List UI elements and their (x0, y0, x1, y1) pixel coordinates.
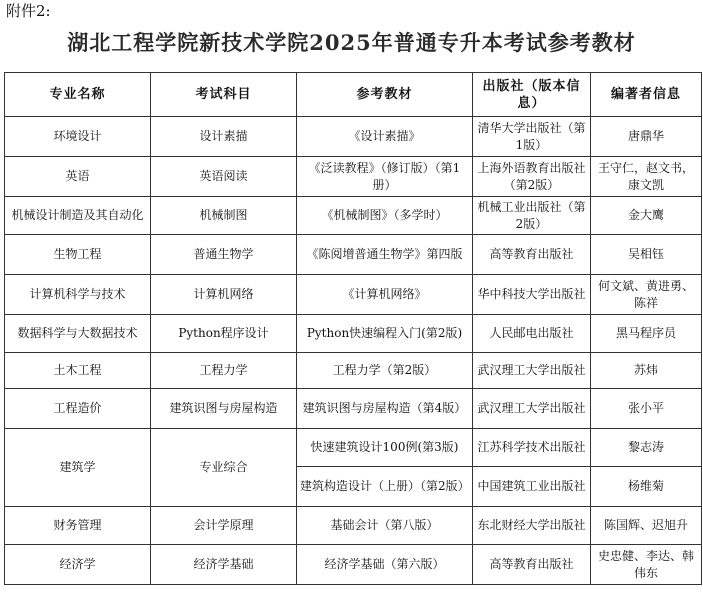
table-row (5, 157, 702, 197)
textbook-table (4, 72, 702, 585)
publisher-cell: 清华大学出版社（第1版） (473, 117, 591, 157)
table-row (5, 315, 702, 353)
publisher-cell: 人民邮电出版社 (473, 315, 591, 353)
publisher-cell: 武汉理工大学出版社 (473, 353, 591, 389)
publisher-cell: 上海外语教育出版社（第2版） (473, 157, 591, 197)
table-row (5, 545, 702, 585)
header-subject: 考试科目 (151, 73, 297, 117)
publisher-cell: 高等教育出版社 (473, 545, 591, 585)
author-cell: 黎志涛 (591, 429, 702, 467)
textbook-cell: 快速建筑设计100例(第3版) (297, 429, 473, 467)
table-row (5, 275, 702, 315)
subject-cell: 经济学基础 (151, 545, 297, 585)
publisher-cell: 东北财经大学出版社 (473, 507, 591, 545)
header-major: 专业名称 (5, 73, 151, 117)
subject-cell: 机械制图 (151, 197, 297, 235)
publisher-cell: 武汉理工大学出版社 (473, 389, 591, 429)
textbook-cell: 《设计素描》 (297, 117, 473, 157)
textbook-cell: 《机械制图》（多学时） (297, 197, 473, 235)
textbook-cell: 基础会计（第八版） (297, 507, 473, 545)
major-cell: 财务管理 (5, 507, 151, 545)
subject-cell: 建筑识图与房屋构造 (151, 389, 297, 429)
author-cell: 杨维菊 (591, 467, 702, 507)
author-cell: 何文斌、黄进勇、陈祥 (591, 275, 702, 315)
header-textbook: 参考教材 (297, 73, 473, 117)
major-cell: 建筑学 (5, 429, 151, 507)
textbook-cell: 建筑构造设计（上册）（第2版） (297, 467, 473, 507)
author-cell: 史忠健、李达、韩伟东 (591, 545, 702, 585)
subject-cell: 普通生物学 (151, 235, 297, 275)
author-cell: 黑马程序员 (591, 315, 702, 353)
author-cell: 王守仁，赵文书，康文凯 (591, 157, 702, 197)
table-row (5, 429, 702, 467)
publisher-cell: 华中科技大学出版社 (473, 275, 591, 315)
textbook-cell: 工程力学（第2版） (297, 353, 473, 389)
subject-cell: Python程序设计 (151, 315, 297, 353)
textbook-cell: 建筑识图与房屋构造（第4版） (297, 389, 473, 429)
major-cell: 数据科学与大数据技术 (5, 315, 151, 353)
subject-cell: 工程力学 (151, 353, 297, 389)
author-cell: 陈国辉、迟旭升 (591, 507, 702, 545)
major-cell: 计算机科学与技术 (5, 275, 151, 315)
subject-cell: 会计学原理 (151, 507, 297, 545)
table-row (5, 117, 702, 157)
author-cell: 苏炜 (591, 353, 702, 389)
textbook-cell: 经济学基础（第六版） (297, 545, 473, 585)
textbook-cell: 《陈阅增普通生物学》第四版 (297, 235, 473, 275)
table-row (5, 507, 702, 545)
subject-cell: 计算机网络 (151, 275, 297, 315)
major-cell: 土木工程 (5, 353, 151, 389)
table-row (5, 353, 702, 389)
subject-cell: 设计素描 (151, 117, 297, 157)
author-cell: 金大鹰 (591, 197, 702, 235)
subject-cell: 英语阅读 (151, 157, 297, 197)
author-cell: 唐鼎华 (591, 117, 702, 157)
textbook-cell: 《计算机网络》 (297, 275, 473, 315)
major-cell: 环境设计 (5, 117, 151, 157)
textbook-cell: 《泛读教程》（修订版）（第1册） (297, 157, 473, 197)
textbook-cell: Python快速编程入门(第2版) (297, 315, 473, 353)
author-cell: 张小平 (591, 389, 702, 429)
table-header-row (5, 73, 702, 117)
author-cell: 吴相钰 (591, 235, 702, 275)
document-title: 湖北工程学院新技术学院2025年普通专升本考试参考教材 (67, 30, 636, 55)
table-row (5, 197, 702, 235)
attachment-label: 附件2: (6, 2, 51, 20)
subject-cell: 专业综合 (151, 429, 297, 507)
publisher-cell: 高等教育出版社 (473, 235, 591, 275)
major-cell: 经济学 (5, 545, 151, 585)
table-row (5, 235, 702, 275)
major-cell: 英语 (5, 157, 151, 197)
publisher-cell: 机械工业出版社（第2版） (473, 197, 591, 235)
publisher-cell: 中国建筑工业出版社 (473, 467, 591, 507)
header-publisher: 出版社（版本信息） (473, 73, 591, 117)
major-cell: 生物工程 (5, 235, 151, 275)
header-author: 编著者信息 (591, 73, 702, 117)
table-row (5, 389, 702, 429)
publisher-cell: 江苏科学技术出版社 (473, 429, 591, 467)
major-cell: 机械设计制造及其自动化 (5, 197, 151, 235)
major-cell: 工程造价 (5, 389, 151, 429)
